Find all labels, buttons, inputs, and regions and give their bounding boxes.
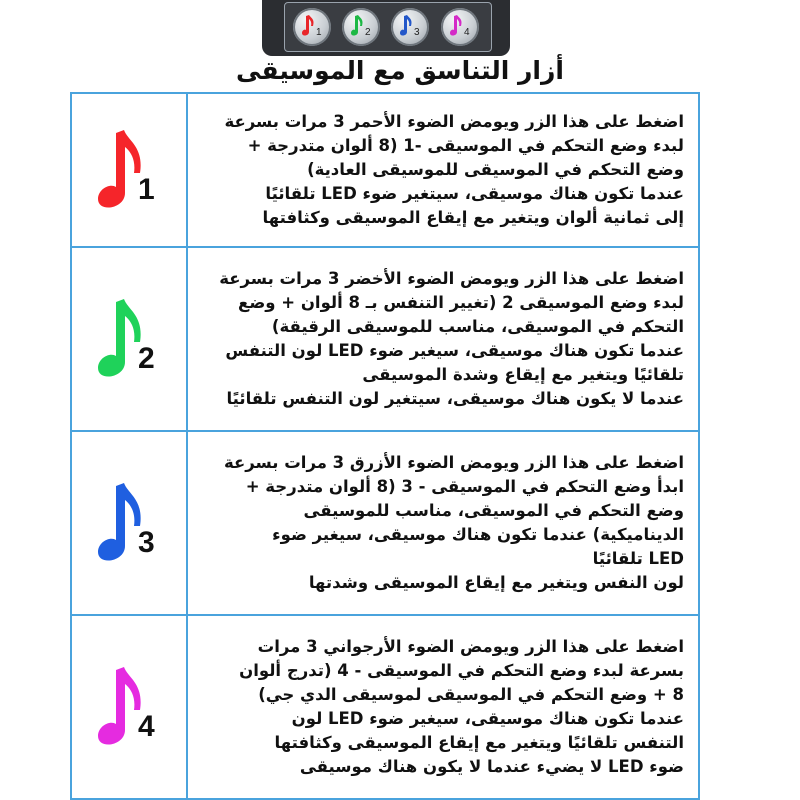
- mode-row-3: [71, 431, 699, 615]
- mode-icon-cell: [71, 615, 187, 799]
- mode-note: [94, 664, 164, 750]
- description-line: لبدء وضع التحكم في الموسيقى -1 (8 ألوان متدرجة +: [247, 135, 684, 155]
- description-line: بسرعة لبدء وضع التحكم في الموسيقى - 4 (تدرج ألوان: [239, 660, 684, 680]
- description-line: التحكم في الموسيقى، مناسب للموسيقى الرقيقة): [271, 316, 684, 336]
- description-line: اضغط على هذا الزر ويومض الضوء الأخضر 3 مرات بسرعة: [219, 268, 684, 288]
- description-line: وضع التحكم في الموسيقى للموسيقى العادية): [307, 159, 684, 179]
- mode-number: 1: [138, 172, 155, 206]
- description-line: عندما تكون هناك موسيقى، سيغير ضوء LED لون التنفس: [225, 340, 684, 360]
- mode-note: [94, 127, 164, 213]
- device-button-number: 1: [316, 27, 322, 38]
- description-line: إلى ثمانية ألوان ويتغير مع إيقاع الموسيقى وكثافتها: [262, 207, 684, 227]
- device-music-button-1: [293, 8, 331, 46]
- controller-button-panel: [284, 2, 492, 52]
- description-line: LED تلقائيًا: [592, 548, 684, 568]
- device-button-number: 2: [365, 27, 371, 38]
- description-line: اضغط على هذا الزر ويومض الضوء الأحمر 3 مرات بسرعة: [224, 111, 684, 131]
- device-button-number: 3: [414, 27, 420, 38]
- description-line: عندما تكون هناك موسيقى، سيتغير ضوء LED تلقائيًا: [265, 183, 684, 203]
- description-line: الديناميكية) عندما تكون هناك موسيقى، سيغير ضوء: [272, 524, 684, 544]
- page-title: أزار التناسق مع الموسيقى: [236, 56, 564, 85]
- description-line: ضوء LED لا يضيء عندما لا يكون هناك موسيقى: [299, 756, 684, 776]
- description-line: تلقائيًا ويتغير مع إيقاع وشدة الموسيقى: [362, 364, 684, 384]
- device-music-button-4: [441, 8, 479, 46]
- mode-note: [94, 480, 164, 566]
- mode-row-4: [71, 615, 699, 799]
- description-line: التنفس تلقائيًا ويتغير مع إيقاع الموسيقى وكثافتها: [274, 732, 684, 752]
- mode-description: [187, 93, 699, 247]
- description-line: لبدء وضع الموسيقى 2 (تغيير التنفس بـ 8 ألوان + وضع: [238, 292, 684, 312]
- music-modes-table: [70, 92, 700, 800]
- description-line: 8 + وضع التحكم في الموسيقى لموسيقى الدي جي): [258, 684, 684, 704]
- mode-row-1: [71, 93, 699, 247]
- description-line: اضغط على هذا الزر ويومض الضوء الأرجواني 3 مرات: [257, 636, 684, 656]
- description-line: عندما تكون هناك موسيقى، سيغير ضوء LED لون: [291, 708, 684, 728]
- controller-device-image: [262, 0, 510, 56]
- mode-number: 3: [138, 525, 155, 559]
- mode-icon-cell: [71, 247, 187, 431]
- description-line: اضغط على هذا الزر ويومض الضوء الأزرق 3 مرات بسرعة: [223, 452, 684, 472]
- description-line: عندما لا يكون هناك موسيقى، سيتغير لون التنفس تلقائيًا: [226, 388, 684, 408]
- mode-icon-cell: [71, 93, 187, 247]
- mode-icon-cell: [71, 431, 187, 615]
- mode-description: [187, 431, 699, 615]
- mode-number: 2: [138, 341, 155, 375]
- mode-description: [187, 615, 699, 799]
- mode-number: 4: [138, 709, 155, 743]
- mode-description: [187, 247, 699, 431]
- device-music-button-3: [391, 8, 429, 46]
- description-line: ابدأ وضع التحكم في الموسيقى - 3 (8 ألوان متدرجة +: [245, 476, 684, 496]
- description-line: لون النفس ويتغير مع إيقاع الموسيقى وشدتها: [308, 572, 684, 592]
- mode-row-2: [71, 247, 699, 431]
- device-music-button-2: [342, 8, 380, 46]
- description-line: وضع التحكم في الموسيقى، مناسب للموسيقى: [303, 500, 684, 520]
- mode-note: [94, 296, 164, 382]
- device-button-number: 4: [464, 27, 470, 38]
